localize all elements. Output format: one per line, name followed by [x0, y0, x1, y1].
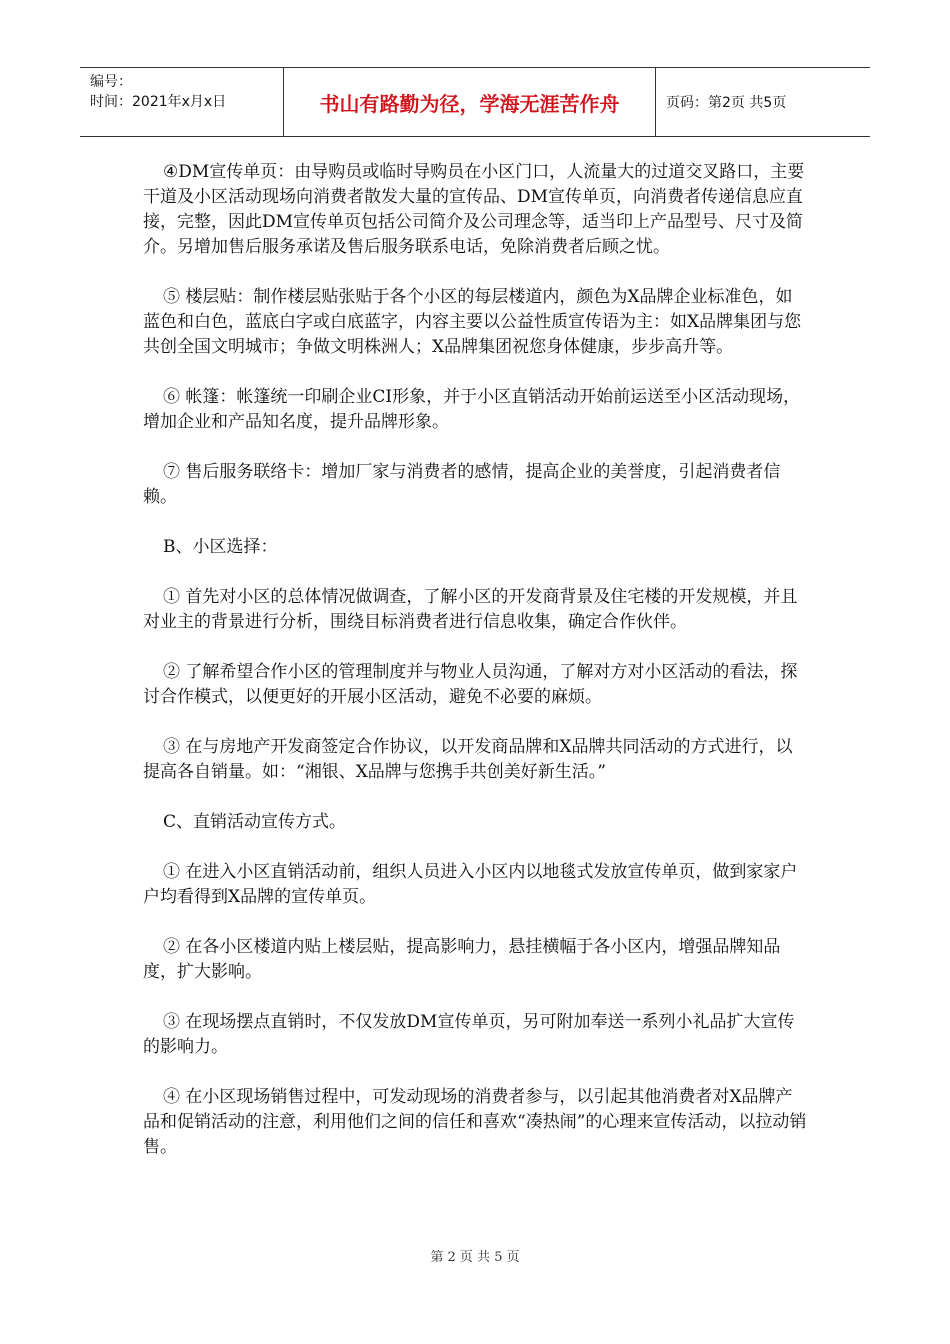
paragraph: ① 在进入小区直销活动前，组织人员进入小区内以地毯式发放宣传单页，做到家家户户均看得到X品牌的宣传单页。: [143, 862, 798, 907]
header-page-info: 页码：第2页 共5页: [666, 95, 787, 111]
paragraph: ③ 在现场摆点直销时，不仅发放DM宣传单页，另可附加奉送一系列小礼品扩大宣传的影响力。: [143, 1012, 795, 1057]
section-heading: B、小区选择：: [163, 537, 278, 557]
date-label: 时间：2021年x月x日: [90, 94, 227, 110]
paragraph: ② 在各小区楼道内贴上楼层贴，提高影响力，悬挂横幅于各小区内，增强品牌知品度，扩大影响。: [143, 937, 781, 982]
paragraph: ③ 在与房地产开发商签定合作协议，以开发商品牌和X品牌共同活动的方式进行，以提高各自销量。如：“湘银、X品牌与您携手共创美好新生活。”: [143, 737, 793, 782]
code-label: 编号：: [90, 74, 132, 90]
section-heading: C、直销活动宣传方式。: [163, 812, 347, 832]
header-motto: 书山有路勤为径，学海无涯苦作舟: [284, 68, 656, 136]
paragraph: ① 首先对小区的总体情况做调查，了解小区的开发商背景及住宅楼的开发规模，并且对业主的背景进行分析，围绕目标消费者进行信息收集，确定合作伙伴。: [143, 587, 798, 632]
paragraph: ⑤ 楼层贴：制作楼层贴张贴于各个小区的每层楼道内，颜色为X品牌企业标准色，如蓝色和白色，蓝底白字或白底蓝字，内容主要以公益性质宣传语为主：如X品牌集团与您共创全国文明城市；争做文明株洲人；X品牌集团祝您身体健康，步步高升等。: [143, 287, 802, 357]
document-body: [143, 160, 809, 1185]
paragraph: ⑦ 售后服务联络卡：增加厂家与消费者的感情，提高企业的美誉度，引起消费者信赖。: [143, 462, 781, 507]
page-footer: [0, 1246, 950, 1265]
paragraph: ⑥ 帐篷：帐篷统一印刷企业CI形象，并于小区直销活动开始前运送至小区活动现场，增加企业和产品知名度，提升品牌形象。: [143, 387, 801, 432]
document-header: [80, 67, 870, 137]
paragraph: ④DM宣传单页：由导购员或临时导购员在小区门口，人流量大的过道交叉路口，主要干道及小区活动现场向消费者散发大量的宣传品、DM宣传单页，向消费者传递信息应直接，完整，因此DM宣传单页包括公司简介及公司理念等，适当印上产品型号、尺寸及简介。另增加售后服务承诺及售后服务联系电话，免除消费者后顾之忧。: [143, 162, 805, 257]
paragraph: ④ 在小区现场销售过程中，可发动现场的消费者参与，以引起其他消费者对X品牌产品和促销活动的注意，利用他们之间的信任和喜欢“凑热闹”的心理来宣传活动，以拉动销售。: [143, 1087, 807, 1157]
paragraph: ② 了解希望合作小区的管理制度并与物业人员沟通，了解对方对小区活动的看法，探讨合作模式，以便更好的开展小区活动，避免不必要的麻烦。: [143, 662, 798, 707]
page-number: 第 2 页 共 5 页: [430, 1250, 520, 1265]
header-meta: [80, 68, 284, 136]
